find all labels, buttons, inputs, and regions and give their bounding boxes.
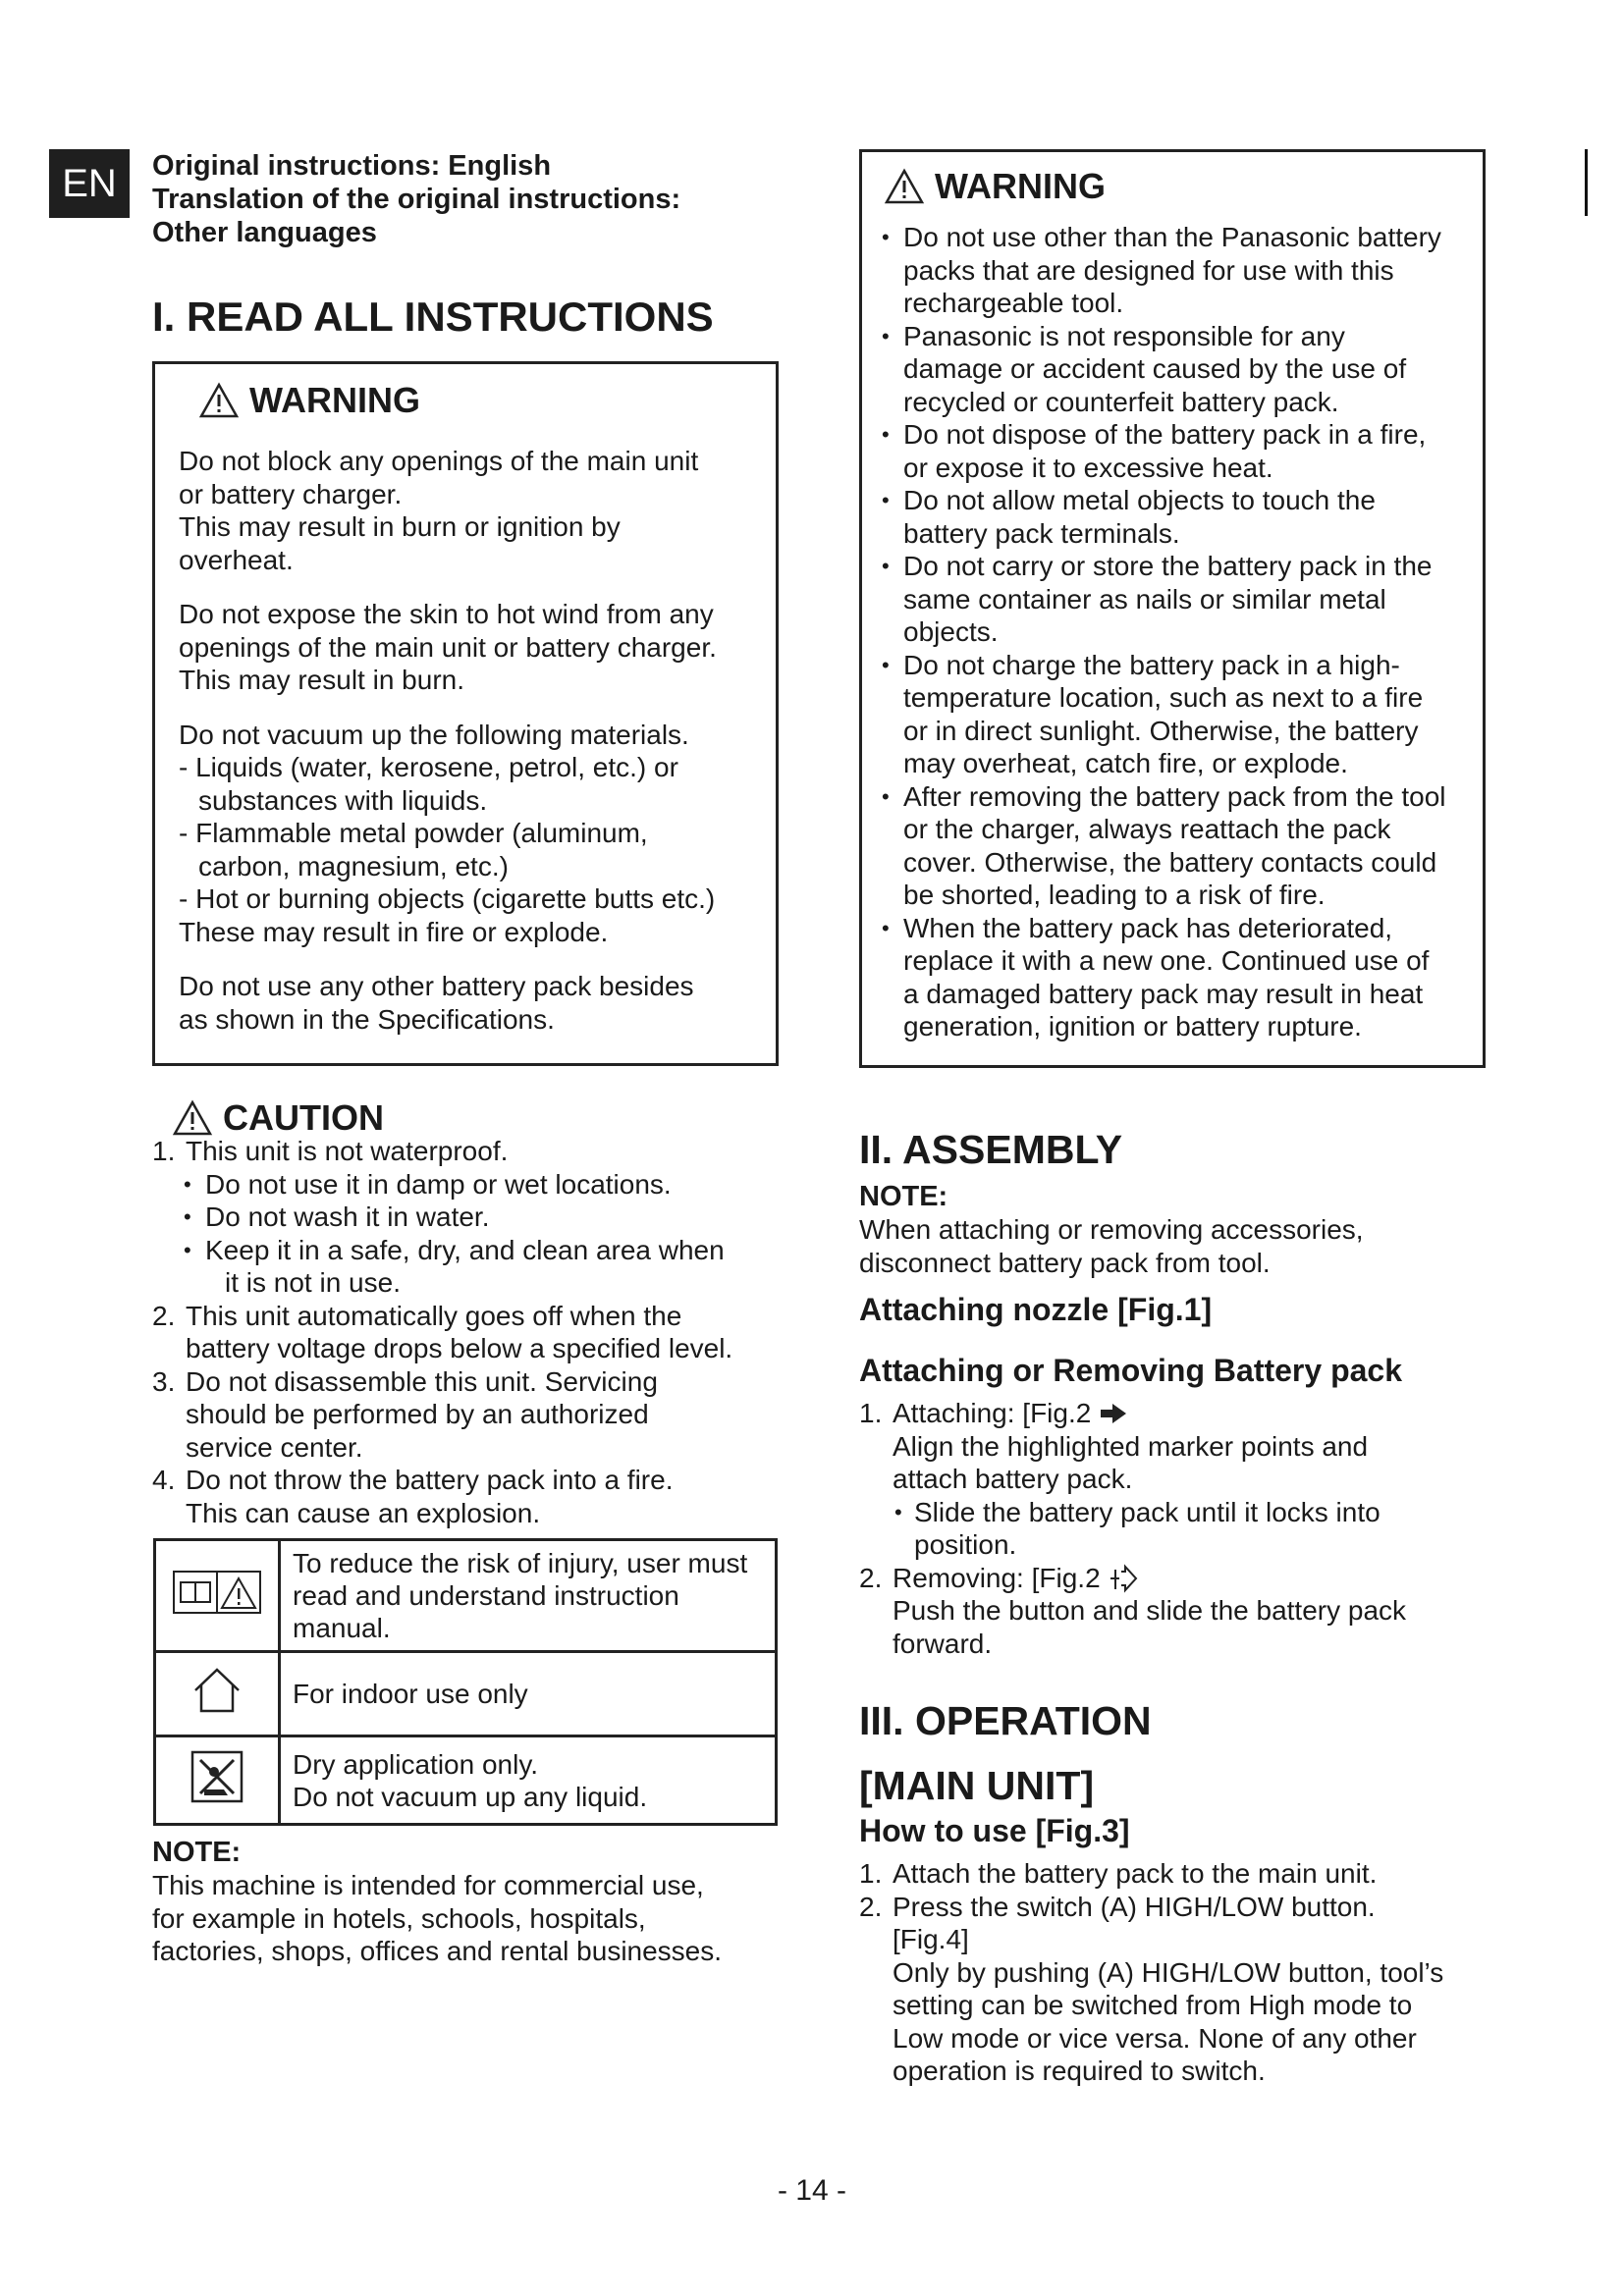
item-number: 1. [152,1136,176,1166]
caution-text: This unit automatically goes off when the [186,1300,682,1331]
operation-section [859,1696,1507,2088]
caution-item [152,1365,781,1465]
warning-bullet: • Panasonic is not responsible for any damage or accident caused by the use of recycled or counterfeit battery pack. [870,320,1473,419]
caution-item [152,1135,781,1300]
header-line: Other languages [152,217,377,248]
symbol-row [155,1736,777,1825]
operation-title: III. OPERATION [859,1698,1152,1743]
vacuum-item: carbon, magnesium, etc.) [198,850,509,881]
warning-text: openings of the main unit or battery charger. [179,631,717,663]
header-line: Original instructions: English [152,150,552,182]
no-liquid-icon [155,1736,280,1825]
vacuum-item: - Flammable metal powder (aluminum, [179,818,648,848]
warning-bullet: • Do not charge the battery pack in a high- temperature location, such as next to a fire or in direct sunlight. Otherwise, the battery may overheat, catch fire, or explode. [870,649,1473,780]
caution-bullet: • Do not use it in damp or wet locations. [172,1168,781,1201]
warning-bullet: • When the battery pack has deteriorated, replace it with a new one. Continued use of a damaged battery pack may result in heat generation, ignition or battery rupture. [870,912,1473,1043]
caution-label: CAUTION [223,1097,384,1138]
warning-box-left [152,361,779,1066]
warning-bullet: • Do not carry or store the battery pack in the same container as nails or similar metal objects. [870,550,1473,649]
assembly-note: disconnect battery pack from tool. [859,1247,1271,1278]
caution-text: This unit is not waterproof. [186,1136,509,1166]
vacuum-outro: These may result in fire or explode. [179,916,609,947]
page-number: - 14 - [777,2174,847,2207]
battery-note: Do not use any other battery pack besides [179,971,694,1001]
caution-bullet: • Do not wash it in water. [172,1201,781,1234]
attach-step: 1. Attaching: [Fig.2 Align the highlighted marker points and attach battery pack. • Slide the battery pack until it locks into position. [859,1397,1507,1562]
warning-label: WARNING [935,166,1106,206]
caution-bullet: • Keep it in a safe, dry, and clean area when it is not in use. [172,1234,781,1300]
caution-text: Do not throw the battery pack into a fire. [186,1465,674,1495]
warning-triangle-icon [884,168,925,205]
symbol-text: For indoor use only [280,1652,777,1736]
margin-rule [1585,149,1588,216]
symbols-table [153,1538,778,1826]
battery-note: as shown in the Specifications. [179,1003,555,1035]
attach-text: attach battery pack. [893,1464,1133,1494]
note-left [152,1836,722,1968]
operation-step: 1. Attach the battery pack to the main unit. [859,1858,1378,1889]
symbol-text: Dry application only. Do not vacuum up any liquid. [280,1736,777,1825]
caution-heading [172,1097,781,1139]
house-icon [155,1652,280,1736]
caution-item [152,1464,781,1529]
attach-arrow-icon [1099,1402,1128,1425]
warning-bullet: • Do not use other than the Panasonic battery packs that are designed for use with this rechargeable tool. [870,221,1473,320]
warning-text: This may result in burn or ignition by [179,511,621,542]
attach-bullet: • Slide the battery pack until it locks into position. [893,1496,1507,1562]
warning-text: Do not block any openings of the main unit [179,446,699,476]
operation-step: 2. Press the switch (A) HIGH/LOW button. [Fig.4] Only by pushing (A) HIGH/LOW button, tool’s setting can be switched from High mode to Low mode or vice versa. None of any other operation is required to switch. [859,1891,1444,2086]
warning-label: WARNING [249,380,420,420]
caution-text: This can cause an explosion. [186,1497,541,1528]
assembly-note: When attaching or removing accessories, [859,1214,1364,1245]
remove-text: Push the button and slide the battery pack [893,1595,1407,1626]
section-title-read-all: I. READ ALL INSTRUCTIONS [152,294,714,340]
assembly-title: II. ASSEMBLY [859,1127,1123,1172]
warning-text: This may result in burn. [179,665,464,695]
assembly-note-label: NOTE: [859,1181,948,1212]
how-to-use-heading: How to use [Fig.3] [859,1813,1130,1848]
caution-text: Do not disassemble this unit. Servicing [186,1365,658,1397]
assembly-section [859,1125,1507,1660]
caution-text: service center. [186,1431,363,1463]
warning-triangle-icon [198,382,240,419]
caution-section [152,1097,781,1529]
vacuum-item: substances with liquids. [198,784,488,816]
manual-warning-icon [155,1540,280,1652]
warning-heading [198,380,754,421]
caution-triangle-icon [172,1099,213,1137]
symbol-row [155,1540,777,1652]
vacuum-item: - Liquids (water, kerosene, petrol, etc.) or [179,752,678,782]
language-tab: EN [49,149,130,218]
vacuum-item: - Hot or burning objects (cigarette butts etc.) [179,883,716,914]
symbol-text: To reduce the risk of injury, user must read and understand instruction manual. [280,1540,777,1652]
vacuum-intro: Do not vacuum up the following materials. [179,719,689,750]
warning-bullet: • Do not allow metal objects to touch the battery pack terminals. [870,484,1473,550]
remove-label: Removing: [Fig.2 [893,1562,1101,1593]
remove-arrow-icon [1108,1564,1139,1593]
caution-text: should be performed by an authorized [186,1399,649,1429]
warning-bullet: • Do not dispose of the battery pack in a fire, or expose it to excessive heat. [870,418,1473,484]
header-line: Translation of the original instructions: [152,184,681,215]
main-unit-title: [MAIN UNIT] [859,1763,1095,1808]
attach-text: Align the highlighted marker points and [893,1430,1369,1462]
item-number: 3. [152,1365,176,1397]
caution-text: battery voltage drops below a specified level. [186,1333,733,1363]
remove-step: 2. Removing: [Fig.2 Push the button and slide the battery pack forward. [859,1562,1407,1659]
symbol-row [155,1652,777,1736]
attach-label: Attaching: [Fig.2 [893,1398,1092,1428]
caution-item [152,1300,781,1365]
note-text: for example in hotels, schools, hospitals, [152,1902,646,1934]
note-text: This machine is intended for commercial use, [152,1870,704,1900]
battery-heading: Attaching or Removing Battery pack [859,1353,1402,1388]
warning-bullets [870,221,1473,1043]
warning-bullet: • After removing the battery pack from the tool or the charger, always reattach the pack cover. Otherwise, the battery contacts could be shorted, leading to a risk of fire. [870,780,1473,912]
warning-box-right [859,149,1486,1068]
remove-text: forward. [893,1628,993,1659]
warning-text: overheat. [179,544,294,575]
warning-heading [884,166,1473,207]
note-text: factories, shops, offices and rental businesses. [152,1936,723,1966]
note-label: NOTE: [152,1837,242,1868]
warning-text: Do not expose the skin to hot wind from any [179,599,714,629]
item-number: 2. [152,1300,176,1331]
warning-text: or battery charger. [179,478,403,509]
item-number: 4. [152,1465,176,1495]
attaching-nozzle-heading: Attaching nozzle [Fig.1] [859,1292,1213,1327]
language-header [152,149,680,249]
